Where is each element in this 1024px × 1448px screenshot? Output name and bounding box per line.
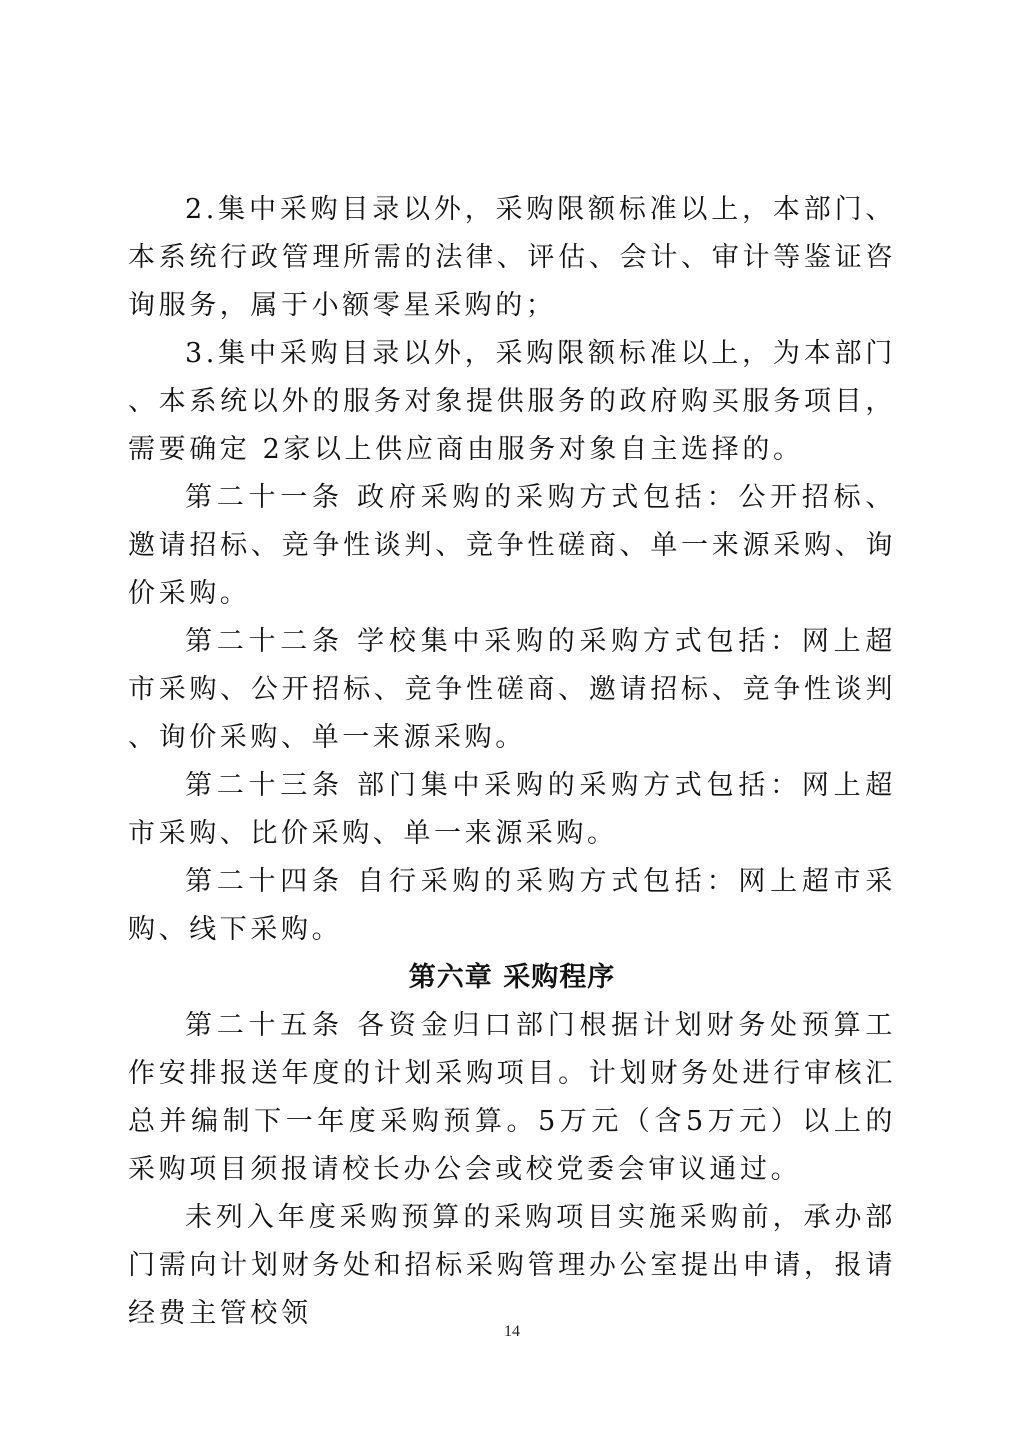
paragraph-article-22: 第二十二条 学校集中采购的采购方式包括：网上超市采购、公开招标、竞争性磋商、邀请招标、竞争性谈判、询价采购、单一来源采购。 — [128, 626, 896, 753]
page-body — [128, 186, 896, 1338]
paragraph-item-2: 2.集中采购目录以外，采购限额标准以上，本部门、本系统行政管理所需的法律、评估、会计、审计等鉴证咨询服务，属于小额零星采购的； — [128, 194, 896, 321]
page-number: 14 — [504, 1323, 520, 1340]
paragraph-article-21: 第二十一条 政府采购的采购方式包括：公开招标、邀请招标、竞争性谈判、竞争性磋商、单一来源采购、询价采购。 — [128, 482, 896, 609]
paragraph-article-24: 第二十四条 自行采购的采购方式包括：网上超市采购、线下采购。 — [128, 866, 896, 945]
paragraph-item-3: 3.集中采购目录以外，采购限额标准以上，为本部门、本系统以外的服务对象提供服务的政府购买服务项目，需要确定 2家以上供应商由服务对象自主选择的。 — [128, 338, 896, 465]
paragraph-article-25: 第二十五条 各资金归口部门根据计划财务处预算工作安排报送年度的计划采购项目。计划财务处进行审核汇总并编制下一年度采购预算。5万元（含5万元）以上的采购项目须报请校长办公会或校党委会审议通过。 — [128, 1010, 896, 1185]
chapter-heading: 第六章 采购程序 — [408, 962, 616, 993]
paragraph-unbudgeted-procurement: 未列入年度采购预算的采购项目实施采购前，承办部门需向计划财务处和招标采购管理办公室提出申请，报请经费主管校领 — [128, 1202, 896, 1329]
paragraph-article-23: 第二十三条 部门集中采购的采购方式包括：网上超市采购、比价采购、单一来源采购。 — [128, 770, 896, 849]
